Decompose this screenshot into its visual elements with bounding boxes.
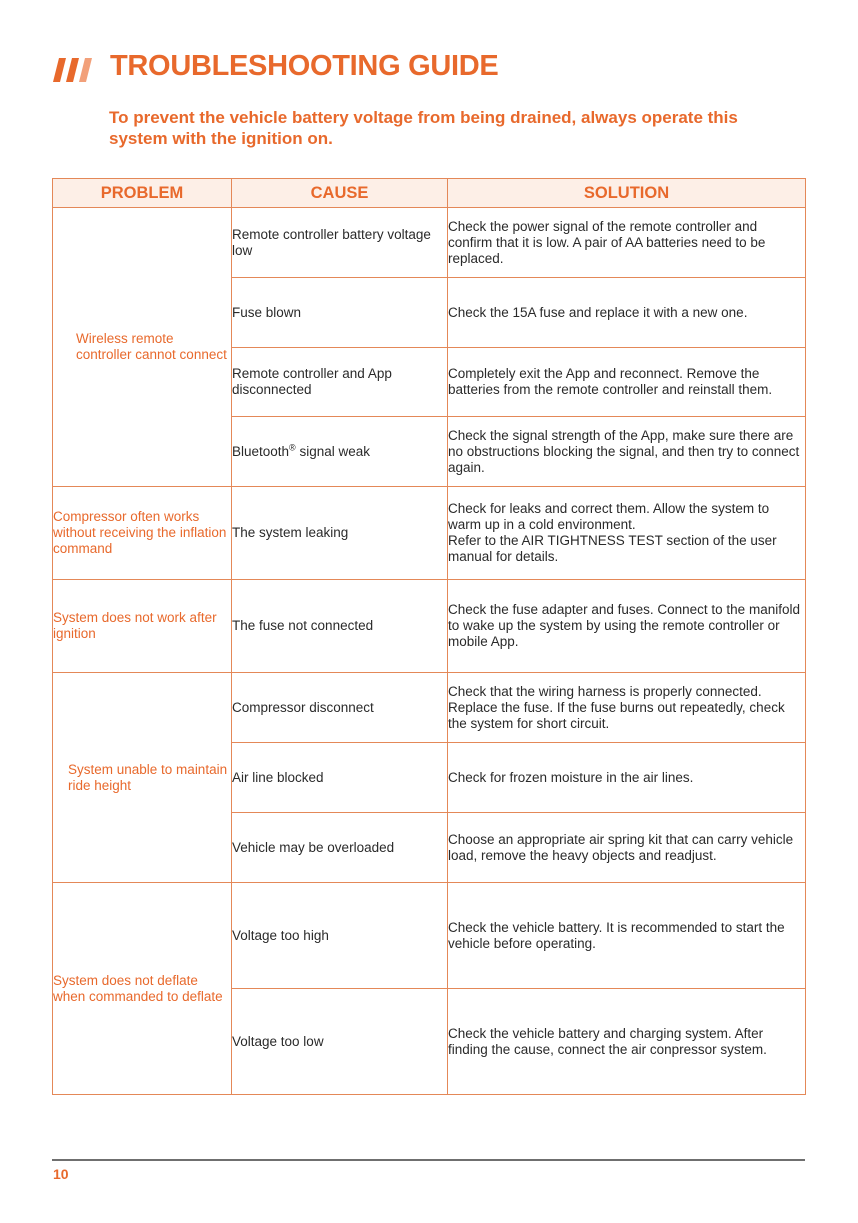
cause-cell: Remote controller and App disconnected	[232, 348, 448, 417]
cause-cell: The system leaking	[232, 487, 448, 580]
solution-cell: Check the signal strength of the App, make sure there are no obstructions blocking the signal, and then try to connect again.	[448, 417, 806, 487]
table-row	[53, 208, 806, 278]
problem-cell: Wireless remote controller cannot connect	[53, 208, 232, 487]
intro-warning: To prevent the vehicle battery voltage from being drained, always operate this system with the ignition on.	[109, 108, 738, 148]
table-row	[53, 883, 806, 989]
cause-cell: Voltage too high	[232, 883, 448, 989]
cause-text: Bluetooth	[232, 443, 290, 459]
cause-text-rest: signal weak	[295, 443, 370, 459]
solution-cell	[448, 487, 806, 580]
footer-divider	[52, 1159, 805, 1161]
problem-cell: System does not deflate when commanded to deflate	[53, 883, 232, 1095]
title-slashes-icon	[53, 58, 99, 82]
cause-cell: Voltage too low	[232, 989, 448, 1095]
page-title: TROUBLESHOOTING GUIDE	[110, 50, 499, 82]
cause-cell: Compressor disconnect	[232, 673, 448, 743]
solution-cell: Check that the wiring harness is properly connected. Replace the fuse. If the fuse burns out repeatedly, check the system for short circuit.	[448, 673, 806, 743]
solution-cell: Choose an appropriate air spring kit that can carry vehicle load, remove the heavy objects and readjust.	[448, 813, 806, 883]
page-number: 10	[53, 1166, 69, 1182]
solution-text: Check for leaks and correct them. Allow the system to warm up in a cold environment.	[448, 501, 770, 532]
column-header-cause: CAUSE	[232, 179, 448, 208]
solution-cell: Check the vehicle battery. It is recommended to start the vehicle before operating.	[448, 883, 806, 989]
solution-cell: Check for frozen moisture in the air lines.	[448, 743, 806, 813]
table-row	[53, 487, 806, 580]
table-row	[53, 673, 806, 743]
table-row	[53, 580, 806, 673]
cause-cell	[232, 417, 448, 487]
cause-cell: Fuse blown	[232, 278, 448, 348]
solution-cell: Check the fuse adapter and fuses. Connect to the manifold to wake up the system by using the remote controller or mobile App.	[448, 580, 806, 673]
solution-text-reference: Refer to the AIR TIGHTNESS TEST section of the user manual for details.	[448, 533, 777, 564]
registered-mark: ®	[289, 442, 296, 452]
cause-cell: Remote controller battery voltage low	[232, 208, 448, 278]
column-header-problem: PROBLEM	[53, 179, 232, 208]
cause-cell: Vehicle may be overloaded	[232, 813, 448, 883]
problem-cell: System unable to maintain ride height	[53, 673, 232, 883]
solution-cell: Completely exit the App and reconnect. Remove the batteries from the remote controller and reinstall them.	[448, 348, 806, 417]
problem-cell: System does not work after ignition	[53, 580, 232, 673]
troubleshooting-table	[52, 178, 806, 1095]
problem-cell: Compressor often works without receiving the inflation command	[53, 487, 232, 580]
solution-cell: Check the power signal of the remote controller and confirm that it is low. A pair of AA batteries need to be replaced.	[448, 208, 806, 278]
column-header-solution: SOLUTION	[448, 179, 806, 208]
cause-cell: The fuse not connected	[232, 580, 448, 673]
solution-cell: Check the vehicle battery and charging system. After finding the cause, connect the air conpressor system.	[448, 989, 806, 1095]
table-header-row	[53, 179, 806, 208]
solution-cell: Check the 15A fuse and replace it with a new one.	[448, 278, 806, 348]
cause-cell: Air line blocked	[232, 743, 448, 813]
